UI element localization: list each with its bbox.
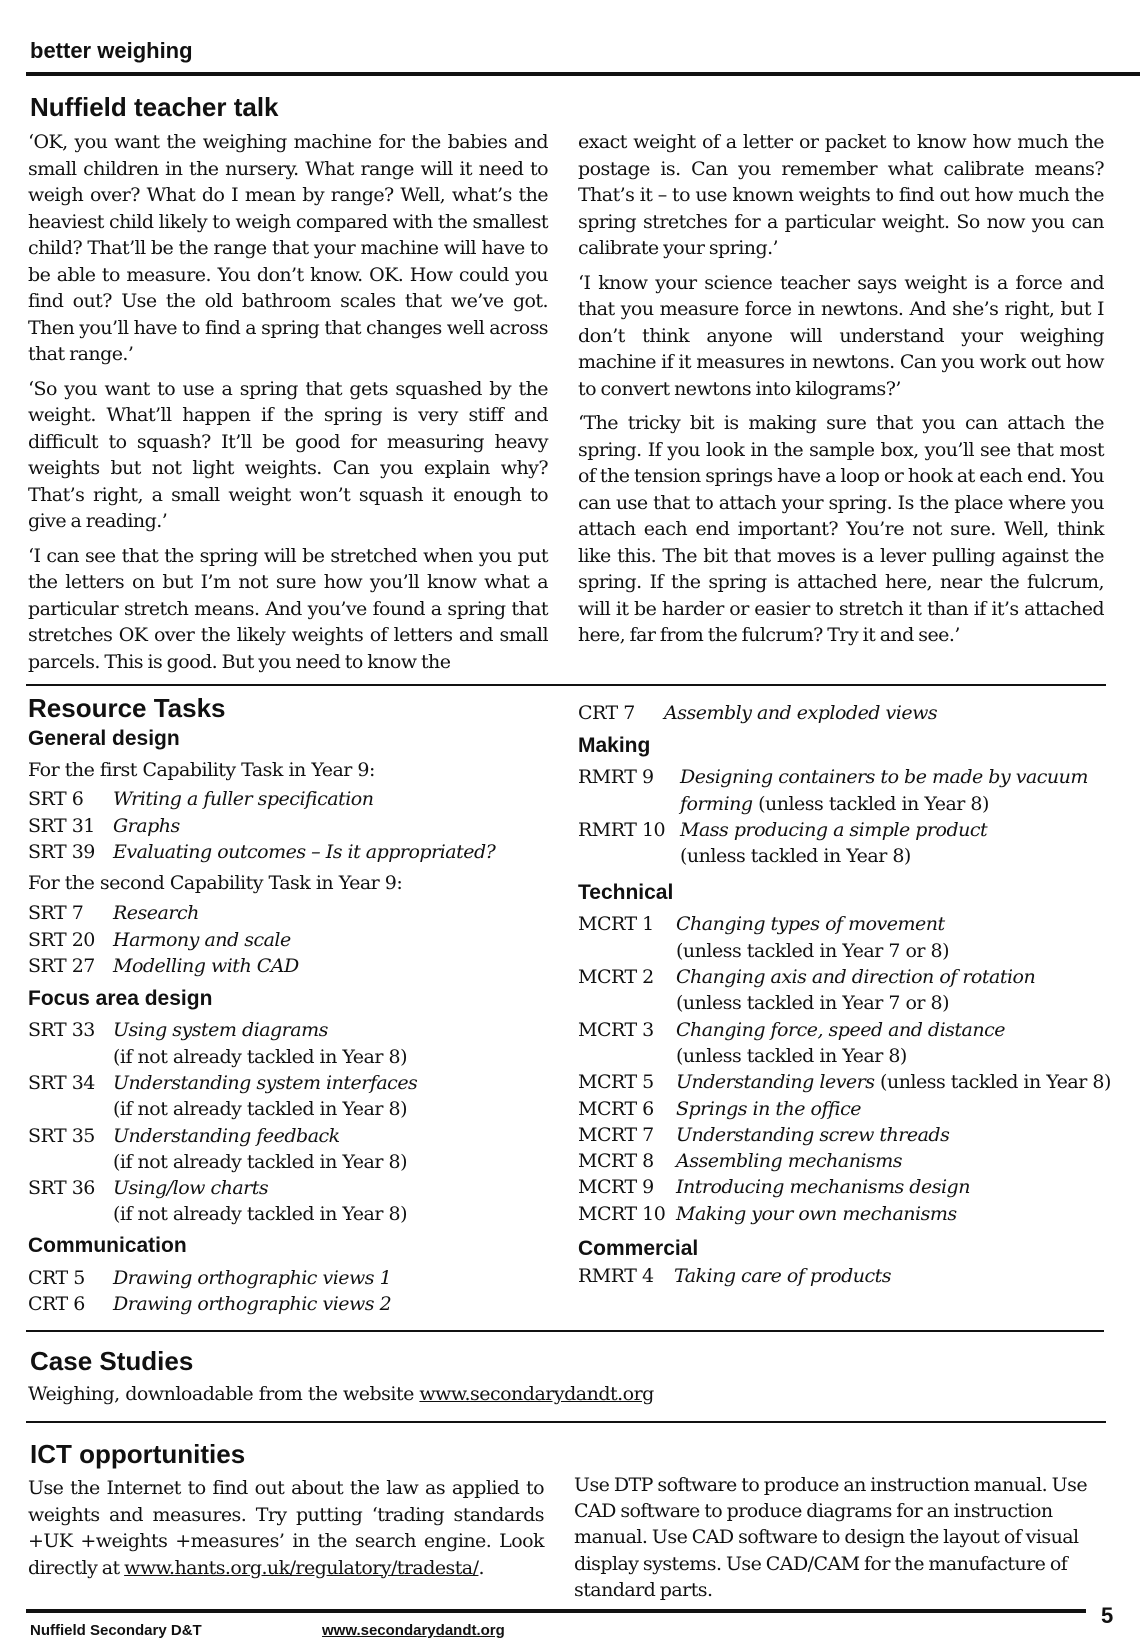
resource-task-item: MCRT 9 Introducing mechanisms design bbox=[578, 1176, 970, 1199]
footer-website-link[interactable]: www.secondarydandt.org bbox=[322, 1622, 505, 1639]
section-divider bbox=[26, 1330, 1104, 1332]
header-rule bbox=[26, 72, 1140, 76]
teacher-talk-heading: Nuffield teacher talk bbox=[30, 92, 279, 122]
communication-heading: Communication bbox=[28, 1233, 187, 1257]
capability-task-intro: For the first Capability Task in Year 9: bbox=[28, 759, 375, 781]
resource-task-note: (unless tackled in Year 7 or 8) bbox=[676, 939, 950, 962]
teacher-talk-right-column bbox=[578, 129, 1104, 657]
teacher-talk-paragraph: ‘So you want to use a spring that gets squashed by the weight. What’ll happen if the spring is very stiff and difficult to squash? It’ll be good for measuring heavy weights but not light weights. Can you explain why? That’s right, a small weight won’t squash it enough to give a reading.’ bbox=[28, 377, 548, 532]
resource-task-item: CRT 5 Drawing orthographic views 1 bbox=[28, 1266, 392, 1289]
resource-task-item: CRT 6 Drawing orthographic views 2 bbox=[28, 1293, 392, 1316]
resource-task-item: SRT 34 Understanding system interfaces bbox=[28, 1071, 418, 1094]
resource-task-note: (if not already tackled in Year 8) bbox=[113, 1045, 407, 1068]
resource-task-item: RMRT 10 Mass producing a simple product bbox=[578, 818, 988, 841]
making-heading: Making bbox=[578, 734, 651, 758]
resource-task-item: MCRT 6 Springs in the office bbox=[578, 1097, 862, 1120]
resource-task-item: SRT 35 Understanding feedback bbox=[28, 1124, 340, 1147]
resource-task-note: (unless tackled in Year 8) bbox=[676, 1044, 907, 1067]
section-divider bbox=[26, 1421, 1106, 1423]
resource-task-item: SRT 20 Harmony and scale bbox=[28, 928, 291, 951]
teacher-talk-left-column bbox=[28, 129, 548, 683]
case-studies-heading: Case Studies bbox=[30, 1346, 194, 1376]
technical-heading: Technical bbox=[578, 881, 674, 905]
teacher-talk-paragraph: ‘The tricky bit is making sure that you can attach the spring. If you look in the sample box, you’ll see that most of the tension springs have a loop or hook at each end. You can use that to attach your spring. Is the place where you attach each end important? You’re not sure. Well, think like this. The bit that moves is a lever pulling against the spring. If the spring is attached here, near the fulcrum, will it be harder or easier to stretch it than if it’s attached here, far from the fulcrum? Try it and see.’ bbox=[578, 412, 1104, 646]
ict-heading: ICT opportunities bbox=[30, 1439, 246, 1469]
ict-left-text: Use the Internet to find out about the law as applied to weights and measures. Try putting ‘trading standards +UK +weights +measures’ in the search engine. Look directly at www.hants.org.uk/regulatory/tradesta/. bbox=[28, 1477, 544, 1579]
resource-task-note: (unless tackled in Year 8) bbox=[680, 845, 911, 868]
section-divider bbox=[26, 684, 1106, 686]
resource-task-item: MCRT 10 Making your own mechanisms bbox=[578, 1202, 957, 1225]
resource-tasks-right-column bbox=[578, 700, 1128, 1289]
resource-task-note: (if not already tackled in Year 8) bbox=[113, 1150, 407, 1173]
resource-task-item: MCRT 1 Changing types of movement bbox=[578, 913, 945, 936]
resource-task-note: (unless tackled in Year 7 or 8) bbox=[676, 992, 950, 1015]
resource-task-item: CRT 7 Assembly and exploded views bbox=[578, 702, 938, 724]
teacher-talk-paragraph: ‘I can see that the spring will be stretched when you put the letters on but I’m not sure how you’ll know what a particular stretch means. And you’ve found a spring that stretches OK over the likely weights of letters and small parcels. This is good. But you need to know the bbox=[28, 544, 548, 673]
resource-task-item: SRT 6 Writing a fuller specification bbox=[28, 788, 374, 811]
resource-task-item: MCRT 2 Changing axis and direction of rotation bbox=[578, 966, 1036, 989]
footer-publisher: Nuffield Secondary D&T bbox=[30, 1622, 202, 1639]
running-header: better weighing bbox=[30, 38, 193, 63]
footer-rule bbox=[26, 1609, 1086, 1613]
teacher-talk-paragraph: ‘OK, you want the weighing machine for the babies and small children in the nursery. What range will it need to weigh over? What do I mean by range? Well, what’s the heaviest child likely to weigh compared with the smallest child? That’ll be the range that your machine will have to be able to measure. You don’t know. OK. How could you find out? Use the old bathroom scales that we’ve got. Then you’ll have to find a spring that changes well across that range.’ bbox=[28, 131, 548, 365]
resource-task-item: SRT 27 Modelling with CAD bbox=[28, 955, 299, 978]
case-studies-text: Weighing, downloadable from the website www.secondarydandt.org bbox=[28, 1383, 654, 1405]
page-number: 5 bbox=[1101, 1603, 1114, 1628]
resource-task-item: RMRT 9 Designing containers to be made by vacuum bbox=[578, 766, 1088, 789]
resource-task-item: SRT 7 Research bbox=[28, 902, 199, 925]
focus-area-heading: Focus area design bbox=[28, 987, 213, 1011]
teacher-talk-paragraph: ‘I know your science teacher says weight is a force and that you measure force in newtons. And she’s right, but I don’t think anyone will understand your weighing machine if it measures in newtons. Can you work out how to convert newtons into kilograms?’ bbox=[578, 271, 1104, 400]
resource-task-note: (if not already tackled in Year 8) bbox=[113, 1098, 407, 1121]
resource-task-note: (if not already tackled in Year 8) bbox=[113, 1203, 407, 1226]
resource-task-item: MCRT 5 Understanding levers (unless tackled in Year 8) bbox=[578, 1071, 1111, 1094]
resource-task-item: MCRT 3 Changing force, speed and distance bbox=[578, 1018, 1005, 1041]
ict-right-text: Use DTP software to produce an instruction manual. Use CAD software to produce diagrams for an instruction manual. Use CAD software to design the layout of visual display systems. Use CAD/CAM for the manufacture of standard parts. bbox=[574, 1474, 1088, 1601]
resource-task-item: SRT 31 Graphs bbox=[28, 814, 180, 837]
resource-task-item: SRT 33 Using system diagrams bbox=[28, 1019, 328, 1042]
resource-task-note: forming (unless tackled in Year 8) bbox=[680, 792, 989, 815]
resource-task-item: MCRT 8 Assembling mechanisms bbox=[578, 1150, 903, 1173]
resource-task-item: RMRT 4 Taking care of products bbox=[578, 1265, 892, 1288]
ict-link[interactable]: www.hants.org.uk/regulatory/tradesta/ bbox=[124, 1556, 479, 1579]
teacher-talk-paragraph: exact weight of a letter or packet to know how much the postage is. Can you remember what calibrate means? That’s it – to use known weights to find out how much the spring stretches for a particular weight. So now you can calibrate your spring.’ bbox=[578, 131, 1104, 259]
capability-task-intro: For the second Capability Task in Year 9: bbox=[28, 872, 403, 895]
resource-task-item: SRT 39 Evaluating outcomes – Is it appropriated? bbox=[28, 840, 496, 863]
case-studies-link[interactable]: www.secondarydandt.org bbox=[419, 1383, 654, 1405]
resource-task-item: SRT 36 Using/low charts bbox=[28, 1177, 269, 1200]
general-design-heading: General design bbox=[28, 727, 180, 750]
resource-tasks-left-column bbox=[28, 693, 568, 1317]
commercial-heading: Commercial bbox=[578, 1237, 699, 1261]
resource-task-item: MCRT 7 Understanding screw threads bbox=[578, 1123, 950, 1146]
resource-tasks-heading: Resource Tasks bbox=[28, 693, 226, 723]
